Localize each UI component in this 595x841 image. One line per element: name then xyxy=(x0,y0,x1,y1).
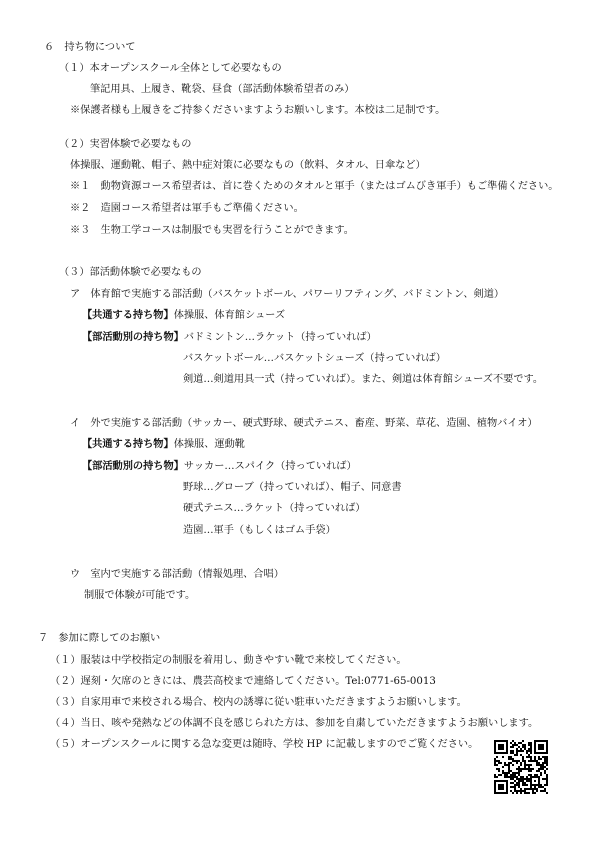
part-1-items: 筆記用具、上履き、靴袋、昼食（部活動体験希望者のみ） xyxy=(90,84,355,95)
part-3-title: （３）部活動体験で必要なもの xyxy=(59,267,202,278)
each-label: 【部活動別の持ち物】 xyxy=(82,460,184,472)
gym-clubs-title: ア 体育館で実施する部活動（バスケットボール、パワーリフティング、バドミントン、剣道） xyxy=(70,289,505,300)
part-1-title: （１）本オープンスクール全体として必要なもの xyxy=(59,63,282,74)
part-2-note-1: ※１ 動物資源コース希望者は、首に巻くためのタオルと軍手（またはゴムびき軍手）もご準備ください。 xyxy=(70,181,559,192)
qr-code-icon xyxy=(494,740,548,794)
gym-each-item-3: 剣道…剣道用具一式（持っていれば）。また、剣道は体育館シューズ不要です。 xyxy=(183,374,544,385)
indoor-clubs-note: 制服で体験が可能です。 xyxy=(84,590,196,601)
part-2-title: （２）実習体験で必要なもの xyxy=(59,139,192,150)
each-value-1: バドミントン…ラケット（持っていれば） xyxy=(183,332,377,343)
outdoor-each-item-3: 硬式テニス…ラケット（持っていれば） xyxy=(183,503,366,514)
outdoor-clubs-title: イ 外で実施する部活動（サッカー、硬式野球、硬式テニス、畜産、野菜、草花、造園、植物バイオ） xyxy=(70,418,538,429)
gym-each-items xyxy=(82,331,377,344)
part-2-note-2: ※２ 造園コース希望者は軍手もご準備ください。 xyxy=(70,203,304,214)
common-label: 【共通する持ち物】 xyxy=(82,438,174,450)
part-2-items: 体操服、運動靴、帽子、熱中症対策に必要なもの（飲料、タオル、日傘など） xyxy=(70,160,426,171)
request-5: （５）オープンスクールに関する急な変更は随時、学校 HP に記載しますのでご覧ください。 xyxy=(50,739,479,750)
part-1-note: ※保護者様も上履きをご持参くださいますようお願いします。本校は二足制です。 xyxy=(70,105,446,116)
outdoor-common-items xyxy=(82,438,245,451)
each-value-1: サッカー…スパイク（持っていれば） xyxy=(183,461,357,472)
gym-each-item-2: バスケットボール…バスケットシューズ（持っていれば） xyxy=(183,353,446,364)
common-value: 体操服、運動靴 xyxy=(173,439,245,450)
outdoor-each-item-2: 野球…グローブ（持っていれば）、帽子、同意書 xyxy=(183,482,402,493)
indoor-clubs-title: ウ 室内で実施する部活動（情報処理、合唱） xyxy=(70,569,284,580)
request-4: （４）当日、咳や発熱などの体調不良を感じられた方は、参加を自粛していただきますようお願いします。 xyxy=(50,718,539,729)
part-2-note-3: ※３ 生物工学コースは制服でも実習を行うことができます。 xyxy=(70,225,354,236)
request-2: （２）遅刻・欠席のときには、農芸高校まで連絡してください。Tel:0771-65-0013 xyxy=(50,676,436,687)
gym-common-items xyxy=(82,309,285,322)
outdoor-each-item-4: 造園…軍手（もしくはゴム手袋） xyxy=(183,525,336,536)
request-3: （３）自家用車で来校される場合、校内の誘導に従い駐車いただきますようお願いします。 xyxy=(50,697,467,708)
request-1: （１）服装は中学校指定の制服を着用し、動きやすい靴で来校してください。 xyxy=(50,655,407,666)
each-label: 【部活動別の持ち物】 xyxy=(82,331,184,343)
common-value: 体操服、体育館シューズ xyxy=(173,310,286,321)
section-6-heading: ６ 持ち物について xyxy=(44,42,136,53)
section-7-heading: ７ 参加に際してのお願い xyxy=(38,633,161,644)
outdoor-each-items xyxy=(82,460,357,473)
common-label: 【共通する持ち物】 xyxy=(82,309,174,321)
